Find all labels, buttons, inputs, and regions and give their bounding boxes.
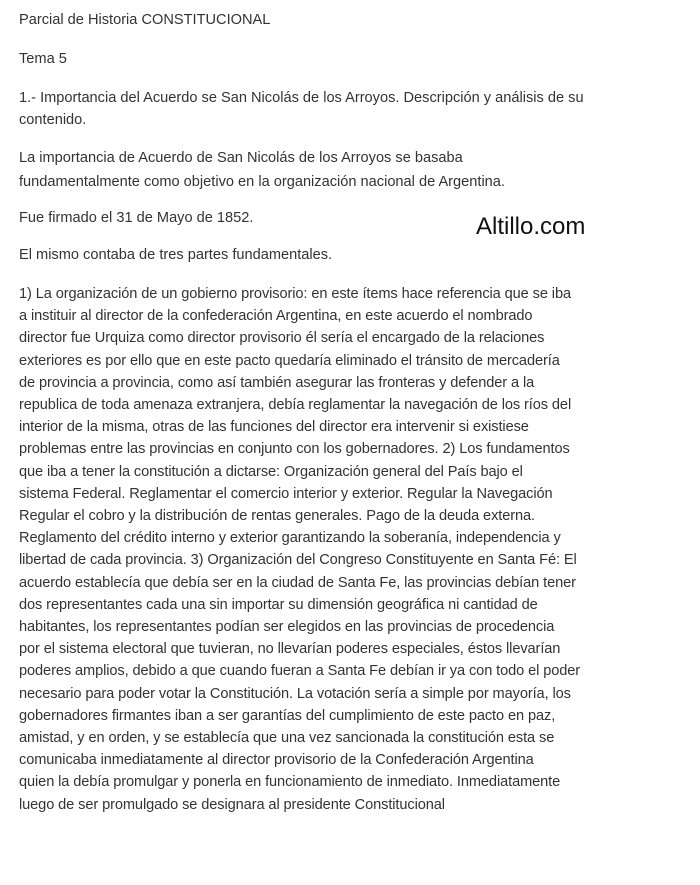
body-line: dos representantes cada una sin importar su dimensión geográfica ni cantidad de <box>19 596 538 613</box>
body-line: 1) La organización de un gobierno provisorio: en este ítems hace referencia que se iba <box>19 286 571 302</box>
intro-line-1: La importancia de Acuerdo de San Nicolás de los Arroyos se basaba <box>19 150 463 166</box>
topic-label: Tema 5 <box>19 51 67 67</box>
body-paragraph <box>19 283 580 816</box>
body-line: Reglamento del crédito interno y exterior garantizando la soberanía, independencia y <box>19 530 561 547</box>
body-line: republica de toda amenaza extranjera, debía reglamentar la navegación de los ríos del <box>19 397 572 414</box>
body-line: luego de ser promulgado se designara al presidente Constitucional <box>19 796 445 813</box>
body-line: de provincia a provincia, como así también asegurar las fronteras y defender a la <box>19 374 535 391</box>
body-line: director fue Urquiza como director provisorio él sería el encargado de la relaciones <box>19 330 545 347</box>
parts-line: El mismo contaba de tres partes fundamentales. <box>19 247 333 263</box>
body-line: comunicaba inmediatamente al director provisorio de la Confederación Argentina <box>19 752 534 769</box>
body-line: exteriores es por ello que en este pacto quedaría eliminado el tránsito de mercadería <box>19 352 560 369</box>
body-line: por el sistema electoral que tuvieran, no llevarían poderes especiales, éstos llevarían <box>19 641 561 658</box>
body-line: Regular el cobro y la distribución de rentas generales. Pago de la deuda externa. <box>19 508 535 525</box>
body-line: gobernadores firmantes iban a ser garantías del cumplimiento de este pacto en paz, <box>19 707 556 724</box>
body-line: quien la debía promulgar y ponerla en funcionamiento de inmediato. Inmediatamente <box>19 774 561 791</box>
watermark-text: Altillo.com <box>476 213 586 240</box>
intro-line-2: fundamentalmente como objetivo en la organización nacional de Argentina. <box>19 174 505 190</box>
body-line: interior de la misma, otras de las funciones del director era intervenir si existiese <box>19 419 529 436</box>
body-line: a instituir al director de la confederación Argentina, en este acuerdo el nombrado <box>19 308 533 325</box>
question-line-2: contenido. <box>19 112 87 128</box>
body-line: habitantes, los representantes podían ser elegidos en las provincias de procedencia <box>19 619 555 636</box>
body-line: acuerdo establecía que debía ser en la ciudad de Santa Fe, las provincias debían tener <box>19 574 576 591</box>
body-line: libertad de cada provincia. 3) Organización del Congreso Constituyente en Santa Fé: El <box>19 552 577 569</box>
date-line: Fue firmado el 31 de Mayo de 1852. <box>19 210 254 226</box>
body-line: necesario para poder votar la Constitución. La votación sería a simple por mayoría, los <box>19 685 571 702</box>
body-line: poderes amplios, debido a que cuando fueran a Santa Fe debían ir ya con todo el poder <box>19 663 581 680</box>
body-line: problemas entre las provincias en conjunto con los gobernadores. 2) Los fundamentos <box>19 441 570 458</box>
question-line-1: 1.- Importancia del Acuerdo se San Nicolás de los Arroyos. Descripción y análisis de su <box>19 90 584 106</box>
body-line: que iba a tener la constitución a dictarse: Organización general del País bajo el <box>19 463 523 480</box>
document-title: Parcial de Historia CONSTITUCIONAL <box>19 12 271 28</box>
body-line: amistad, y en orden, y se establecía que una vez sancionada la constitución esta se <box>19 730 555 747</box>
body-line: sistema Federal. Reglamentar el comercio interior y exterior. Regular la Navegación <box>19 485 553 502</box>
